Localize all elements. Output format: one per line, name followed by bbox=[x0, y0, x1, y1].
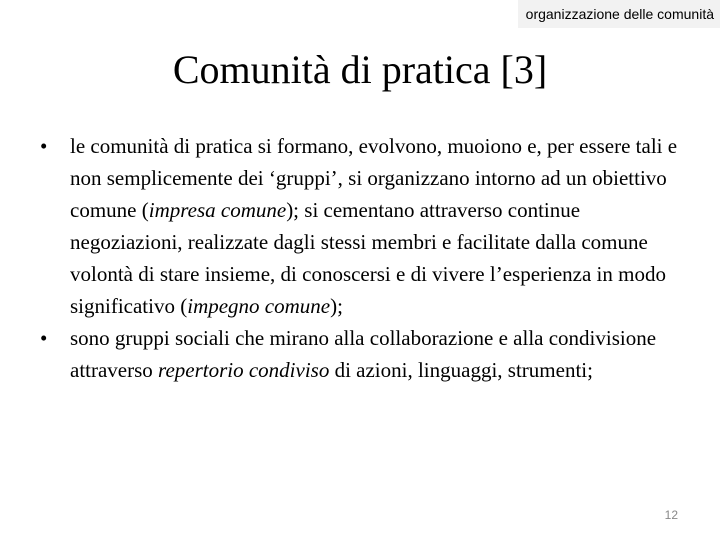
page-number: 12 bbox=[664, 508, 678, 522]
bullet-item bbox=[40, 130, 690, 322]
text-segment: ); bbox=[330, 294, 343, 318]
text-segment: ); si cementano attraverso continue negoziazioni, realizzate dagli stessi membri e facilitate dalla comune volontà di stare insieme, di conoscersi e di vivere l’esperienza in modo significativo ( bbox=[70, 198, 666, 318]
italic-term: repertorio condiviso bbox=[158, 358, 330, 382]
bullet-list bbox=[40, 130, 690, 386]
slide-title: Comunità di pratica [3] bbox=[172, 47, 548, 92]
text-segment: le comunità di pratica si formano, evolvono, muoiono e, per essere tali e non semplicemente dei ‘gruppi’, si organizzano intorno ad un obiettivo comune ( bbox=[70, 134, 678, 222]
bullet-text bbox=[70, 134, 677, 318]
header-tag: organizzazione delle comunità bbox=[518, 0, 720, 28]
text-segment: di azioni, linguaggi, strumenti; bbox=[329, 358, 593, 382]
bullet-item bbox=[40, 322, 690, 386]
italic-term: impegno comune bbox=[187, 294, 331, 318]
bullet-icon: • bbox=[40, 134, 48, 158]
text-segment: sono gruppi sociali che mirano alla collaborazione e alla condivisione attraverso bbox=[70, 326, 657, 382]
italic-term: impresa comune bbox=[148, 198, 287, 222]
bullet-icon: • bbox=[40, 326, 48, 350]
bullet-text bbox=[70, 326, 656, 382]
